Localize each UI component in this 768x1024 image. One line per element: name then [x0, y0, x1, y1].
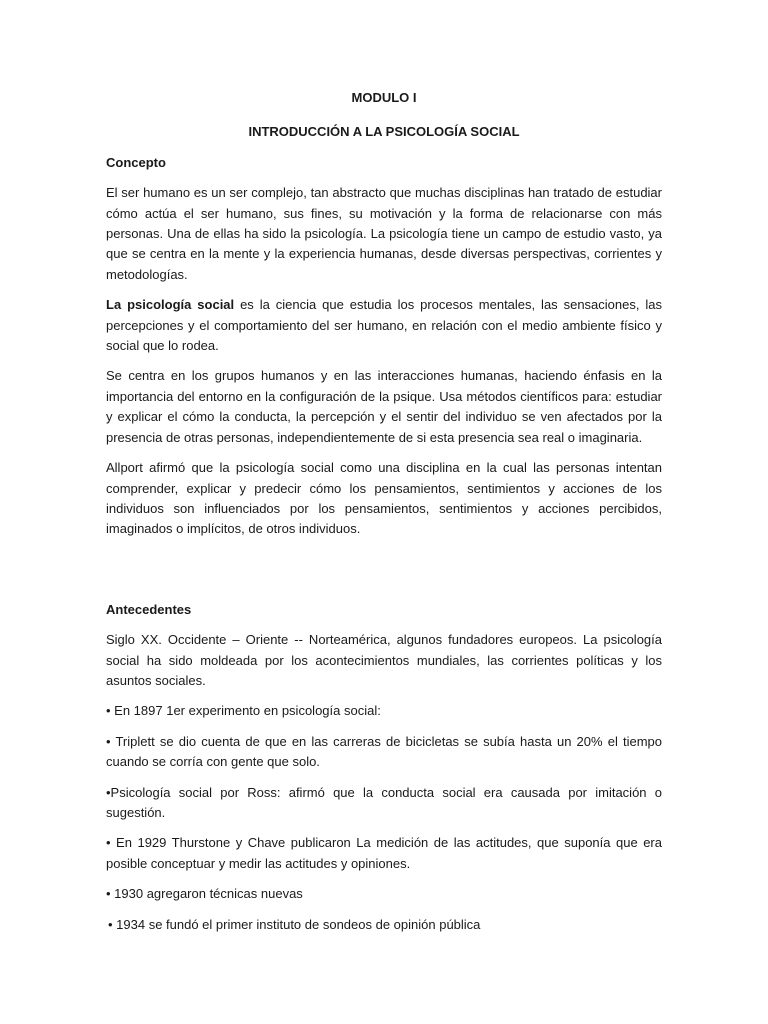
section-spacer: [106, 550, 662, 600]
paragraph-concepto-2: [106, 295, 662, 356]
module-title: MODULO I: [351, 90, 417, 105]
bullet-item: • 1930 agregaron técnicas nuevas: [106, 886, 303, 902]
bullet-item: • En 1929 Thurstone y Chave publicaron La medición de las actitudes, que suponía que era posible conceptuar y medir las actitudes y opiniones.: [106, 835, 662, 871]
bullet-item: • En 1897 1er experimento en psicología social:: [106, 703, 381, 719]
paragraph-concepto-4: Allport afirmó que la psicología social como una disciplina en la cual las personas intentan comprender, explicar y predecir cómo los pensamientos, sentimientos y acciones de los individuos son influenciados por los pensamientos, sentimientos y acciones percibidos, imaginados o implícitos, de otros individuos.: [106, 460, 662, 537]
bullet-item: • Triplett se dio cuenta de que en las carreras de bicicletas se subía hasta un 20% el tiempo cuando se corría con gente que solo.: [106, 733, 662, 770]
paragraph-concepto-2-rest: es la ciencia que estudia los procesos mentales, las sensaciones, las percepciones y el comportamiento del ser humano, en relación con el medio ambiente físico y social que lo rodea.: [106, 297, 662, 354]
bullet-item: •Psicología social por Ross: afirmó que la conducta social era causada por imitación o sugestión.: [106, 784, 662, 820]
document-page: [106, 88, 662, 945]
paragraph-concepto-3: Se centra en los grupos humanos y en las interacciones humanas, haciendo énfasis en la importancia del entorno en la configuración de la psique. Usa métodos científicos para: estudiar y explicar el cómo la conducta, la percepción y el sentir del individuo se ven afectados por la presencia de otras personas, independientemente de si esta presencia sea real o imaginaria.: [106, 368, 662, 445]
bullet-item: • 1934 se fundó el primer instituto de sondeos de opinión pública: [108, 916, 481, 932]
bold-term-psicologia-social: La psicología social: [106, 297, 235, 313]
paragraph-antecedentes-1: Siglo XX. Occidente – Oriente -- Norteamérica, algunos fundadores europeos. La psicología social ha sido moldeada por los acontecimientos mundiales, las corrientes políticas y los asuntos sociales.: [106, 632, 662, 688]
main-title: INTRODUCCIÓN A LA PSICOLOGÍA SOCIAL: [248, 124, 520, 140]
section-heading-concepto: Concepto: [106, 154, 166, 170]
paragraph-concepto-1: El ser humano es un ser complejo, tan abstracto que muchas disciplinas han tratado de estudiar cómo actúa el ser humano, sus fines, su motivación y la forma de relacionarse con más personas. Una de ellas ha sido la psicología. La psicología tiene un campo de estudio vasto, ya que se centra en la mente y la experiencia humanas, desde diversas perspectivas, corrientes y metodologías.: [106, 185, 662, 282]
section-heading-antecedentes: Antecedentes: [106, 601, 192, 617]
